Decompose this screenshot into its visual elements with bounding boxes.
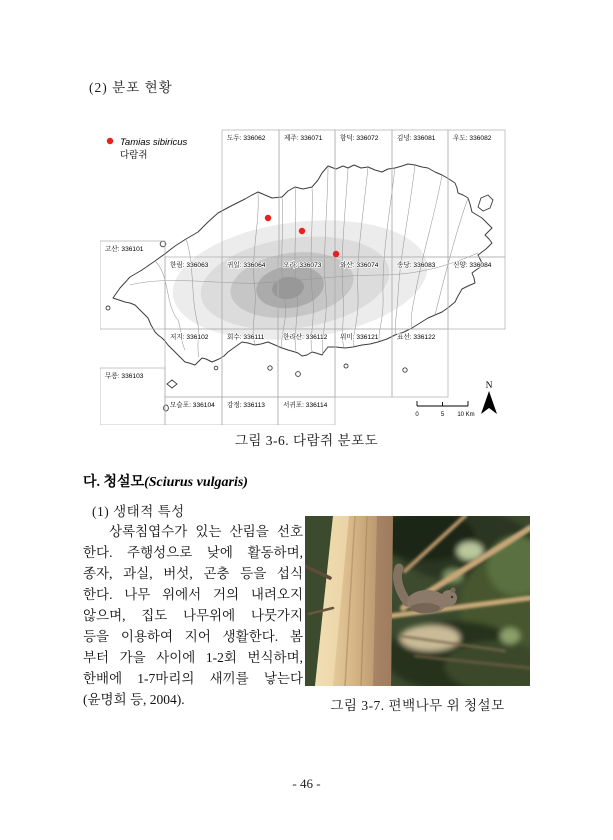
map-grid-cell-label: 무릉: 336103 (105, 373, 144, 380)
map-grid-cell-label: 와산: 336074 (340, 262, 379, 269)
scale-tick-5: 5 (440, 412, 445, 418)
species-heading-korean: 다. 청설모 (83, 475, 145, 490)
map-grid-cell-label: 도두: 336062 (227, 135, 266, 142)
scale-bar (415, 401, 474, 418)
squirrel-photo (305, 516, 530, 686)
map-grid-cell-label: 한라산: 336112 (283, 334, 328, 341)
map-grid-cell-label: 신양: 336084 (453, 262, 492, 269)
legend-species-latin: Tamias sibiricus (120, 137, 188, 148)
map-grid-cell-label: 귀일: 336064 (227, 262, 266, 269)
occurrence-point (333, 251, 339, 257)
paragraph-line: 부터 가을 사이에 1-2회 번식하며, (83, 650, 303, 665)
section-heading: (2) 분포 현황 (89, 80, 173, 95)
distribution-map (100, 125, 530, 425)
page-number: - 46 - (292, 776, 321, 791)
map-grid-cell-label: 강정: 336113 (227, 402, 265, 409)
occurrence-point (265, 215, 271, 221)
map-grid-cell-label: 제주: 336071 (284, 135, 323, 142)
subsection-heading: (1) 생태적 특성 (92, 504, 185, 519)
scale-tick-10km: 10 Km (457, 412, 475, 418)
legend-dot-icon (107, 138, 113, 144)
map-grid-cell-label: 오라: 336073 (283, 262, 322, 269)
north-arrow-icon (481, 381, 497, 414)
map-figure-caption: 그림 3-6. 다람쥐 분포도 (234, 433, 379, 448)
paragraph-line: (윤명희 등, 2004). (83, 692, 185, 707)
occurrence-point (299, 228, 305, 234)
map-grid-cell-label: 회수: 336111 (227, 334, 265, 341)
species-heading (83, 471, 248, 491)
map-grid-cell-label: 모슬포: 336104 (170, 402, 215, 409)
map-grid-cell-label: 표선: 336122 (397, 334, 436, 341)
legend-species-korean: 다람쥐 (120, 150, 148, 161)
ecology-paragraph (83, 521, 303, 710)
paragraph-line: 종자, 과실, 버섯, 곤충 등을 섭식 (83, 566, 303, 581)
paragraph-line: 않으며, 집도 나무위에 나뭇가지 (83, 608, 303, 623)
scale-tick-0: 0 (415, 412, 419, 418)
paragraph-line: 등을 이용하여 지어 생활한다. 봄 (83, 629, 303, 644)
map-grid-cell-label: 송당: 336083 (397, 262, 436, 269)
species-heading-latin: (Sciurus vulgaris) (144, 475, 248, 490)
map-legend (107, 137, 188, 161)
photo-figure-caption: 그림 3-7. 편백나무 위 청설모 (330, 698, 505, 713)
map-grid-cell-label: 저지: 336102 (170, 334, 209, 341)
paragraph-line: 한배에 1-7마리의 새끼를 낳는다 (83, 671, 303, 686)
north-label: N (485, 381, 493, 391)
map-grid-cell-label: 서귀포: 336114 (283, 402, 328, 409)
map-grid-cell-label: 우도: 336082 (453, 135, 492, 142)
paragraph-line: 한다. 나무 위에서 거의 내려오지 (83, 587, 303, 602)
map-grid-cell-label: 고산: 336101 (105, 246, 144, 253)
paragraph-line: 한다. 주행성으로 낮에 활동하며, (83, 545, 303, 560)
distribution-map-figure (100, 125, 530, 425)
paragraph-line: 상록침엽수가 있는 산림을 선호 (109, 524, 303, 539)
map-grid-cell-label: 위미: 336121 (340, 334, 379, 341)
map-grid-cell-label: 함덕: 336072 (340, 135, 379, 142)
map-grid-cell-label: 김녕: 336081 (397, 135, 436, 142)
map-grid-cell-label: 한림: 336063 (170, 262, 209, 269)
